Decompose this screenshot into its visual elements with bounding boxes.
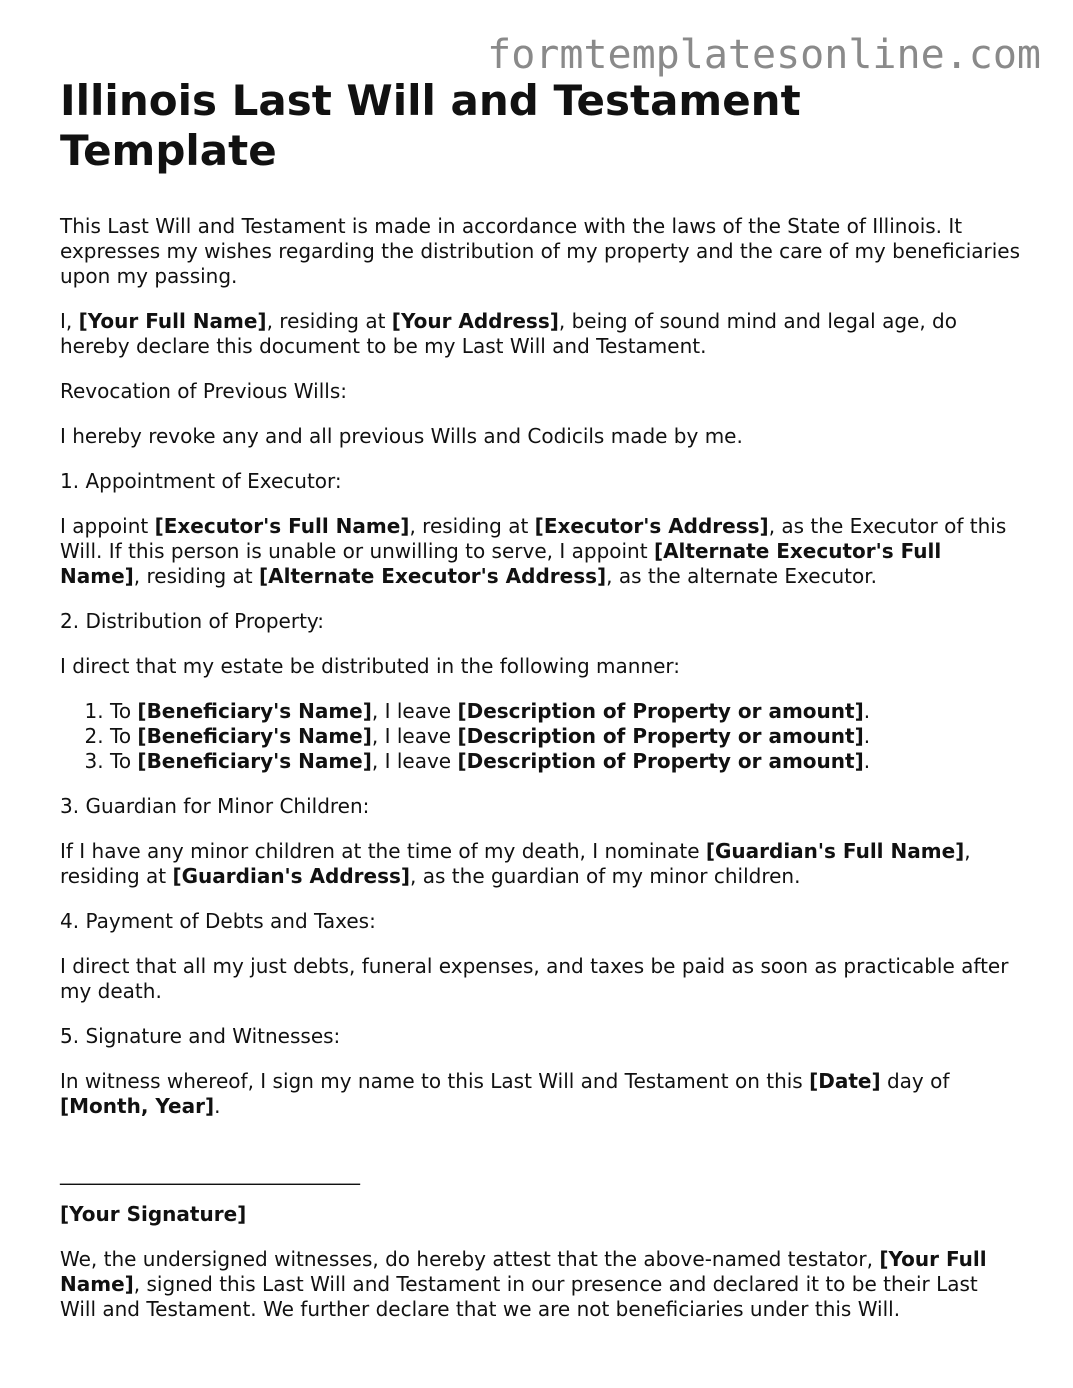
list-item: 3. To [Beneficiary's Name], I leave [Description of Property or amount]. [110,749,1020,774]
placeholder-date: [Date] [809,1069,881,1093]
placeholder-testator-name: [Your Full Name] [60,1247,987,1296]
placeholder-property-description: [Description of Property or amount] [457,749,864,773]
document-body [60,76,1020,1342]
page-title: Illinois Last Will and Testament Template [60,76,801,175]
witnesses-paragraph: We, the undersigned witnesses, do hereby attest that the above-named testator, [Your Full Name], signed this Last Will and Testament in our presence and declared it to be their Last Will and Testament. We further declare that we are not beneficiaries under this Will. [60,1247,987,1321]
placeholder-alternate-executor-name: [Alternate Executor's Full Name] [60,539,942,588]
declaration-paragraph: I, [Your Full Name], residing at [Your Address], being of sound mind and legal age, do hereby declare this document to be my Last Will and Testament. [60,309,957,358]
distribution-list [60,699,1020,774]
placeholder-your-address: [Your Address] [391,309,559,333]
placeholder-property-description: [Description of Property or amount] [457,724,864,748]
signature-paragraph: In witness whereof, I sign my name to this Last Will and Testament on this [Date] day of [Month, Year]. [60,1069,950,1118]
placeholder-beneficiary-name: [Beneficiary's Name] [137,749,372,773]
debts-heading: 4. Payment of Debts and Taxes: [60,909,376,933]
signature-heading: 5. Signature and Witnesses: [60,1024,341,1048]
revocation-paragraph: I hereby revoke any and all previous Wills and Codicils made by me. [60,424,743,448]
watermark: formtemplatesonline.com [487,32,1041,78]
placeholder-beneficiary-name: [Beneficiary's Name] [137,699,372,723]
placeholder-your-full-name: [Your Full Name] [78,309,267,333]
placeholder-executor-address: [Executor's Address] [534,514,769,538]
placeholder-alternate-executor-address: [Alternate Executor's Address] [259,564,607,588]
intro-paragraph: This Last Will and Testament is made in accordance with the laws of the State of Illinois. It expresses my wishes regarding the distribution of my property and the care of my beneficiaries upon my passing. [60,214,1021,288]
guardian-heading: 3. Guardian for Minor Children: [60,794,370,818]
signature-label: [Your Signature] [60,1202,247,1226]
placeholder-beneficiary-name: [Beneficiary's Name] [137,724,372,748]
executor-paragraph: I appoint [Executor's Full Name], residing at [Executor's Address], as the Executor of this Will. If this person is unable or unwilling to serve, I appoint [Alternate Executor's Full Name], residing at [Alternate Executor's Address], as the alternate Executor. [60,514,1007,588]
executor-heading: 1. Appointment of Executor: [60,469,342,493]
signature-line: ______________________________ [60,1161,360,1185]
revocation-heading: Revocation of Previous Wills: [60,379,347,403]
list-item: 1. To [Beneficiary's Name], I leave [Description of Property or amount]. [110,699,1020,724]
list-item: 2. To [Beneficiary's Name], I leave [Description of Property or amount]. [110,724,1020,749]
placeholder-guardian-name: [Guardian's Full Name] [705,839,965,863]
placeholder-month-year: [Month, Year] [60,1094,215,1118]
guardian-paragraph: If I have any minor children at the time of my death, I nominate [Guardian's Full Name], residing at [Guardian's Address], as the guardian of my minor children. [60,839,971,888]
debts-paragraph: I direct that all my just debts, funeral expenses, and taxes be paid as soon as practicable after my death. [60,954,1009,1003]
distribution-heading: 2. Distribution of Property: [60,609,325,633]
placeholder-guardian-address: [Guardian's Address] [172,864,411,888]
placeholder-property-description: [Description of Property or amount] [457,699,864,723]
placeholder-executor-name: [Executor's Full Name] [154,514,410,538]
distribution-paragraph: I direct that my estate be distributed in the following manner: [60,654,681,678]
